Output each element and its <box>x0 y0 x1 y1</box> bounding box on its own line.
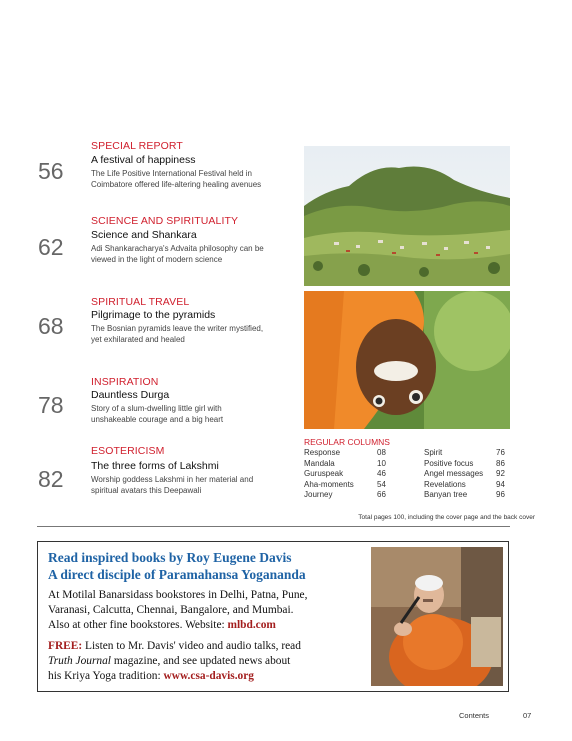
column-page: 66 <box>377 490 386 500</box>
column-page: 10 <box>377 458 386 468</box>
entry-page-number: 56 <box>38 158 64 184</box>
entry-page-number: 78 <box>38 392 64 418</box>
ad-text-fragment: Listen to Mr. Davis' video and audio talks, read <box>82 640 301 652</box>
website-link[interactable]: www.csa-davis.org <box>163 670 254 682</box>
list-item[interactable] <box>304 490 389 501</box>
entry-description-line: yet exhilarated and healed <box>91 335 185 344</box>
speaker-image <box>371 547 503 686</box>
journal-title: Truth Journal <box>48 655 111 667</box>
list-item[interactable] <box>424 469 510 480</box>
ad-headline: Read inspired books by Roy Eugene Davis <box>48 550 292 565</box>
total-pages-note: Total pages 100, including the cover page and the back cover <box>358 514 535 521</box>
section-divider <box>37 526 510 527</box>
column-page: 94 <box>496 479 505 489</box>
regular-columns-heading: REGULAR COLUMNS <box>304 437 390 447</box>
entry-description-line: viewed in the light of modern science <box>91 255 223 264</box>
list-item[interactable] <box>304 448 389 459</box>
list-item[interactable] <box>304 480 389 491</box>
list-item[interactable] <box>304 459 389 470</box>
ad-text-line <box>48 639 358 654</box>
column-name: Mandala <box>304 458 335 468</box>
entry-title: Pilgrimage to the pyramids <box>91 309 216 321</box>
entry-description <box>91 403 291 425</box>
column-name: Guruspeak <box>304 469 344 479</box>
ad-text-line: Varanasi, Calcutta, Chennai, Bangalore, and Mumbai. <box>48 604 294 616</box>
entry-title: The three forms of Lakshmi <box>91 460 219 472</box>
column-name: Banyan tree <box>424 490 468 500</box>
column-name: Journey <box>304 490 333 500</box>
entry-page-number: 82 <box>38 466 64 492</box>
entry-description <box>91 168 291 190</box>
ad-text-fragment: Also at other fine bookstores. Website: <box>48 619 228 631</box>
speaker-photo <box>371 547 503 686</box>
entry-description-line: unshakeable courage and a big heart <box>91 415 224 424</box>
column-name: Response <box>304 448 341 457</box>
list-item[interactable] <box>424 448 510 459</box>
girl-portrait-image <box>304 291 510 429</box>
column-name: Angel messages <box>424 469 484 479</box>
entry-description <box>91 323 291 345</box>
entry-description-line: The Life Positive International Festival held in <box>91 169 252 178</box>
entry-title: Science and Shankara <box>91 229 197 241</box>
footer-page-number: 07 <box>523 711 532 720</box>
ad-subheadline: A direct disciple of Paramahansa Yogananda <box>48 567 306 582</box>
landscape-photo <box>304 146 510 286</box>
column-name: Spirit <box>424 448 443 457</box>
column-page: 76 <box>496 448 505 457</box>
ad-text-line: At Motilal Banarsidass bookstores in Delhi, Patna, Pune, <box>48 589 308 601</box>
column-name: Aha-moments <box>304 479 354 489</box>
list-item[interactable] <box>424 490 510 501</box>
entry-description-line: The Bosnian pyramids leave the writer mystified, <box>91 324 264 333</box>
entry-description <box>91 243 291 265</box>
entry-category: SCIENCE AND SPIRITUALITY <box>91 215 239 227</box>
entry-description-line: Worship goddess Lakshmi in her material and <box>91 475 254 484</box>
list-item[interactable] <box>304 469 389 480</box>
list-item[interactable] <box>424 459 510 470</box>
column-name: Revelations <box>424 479 466 489</box>
entry-description-line: Story of a slum-dwelling little girl with <box>91 404 222 413</box>
entry-category: ESOTERICISM <box>91 445 165 457</box>
entry-description-line: Adi Shankaracharya's Advaita philosophy can be <box>91 244 264 253</box>
column-page: 08 <box>377 448 386 457</box>
regular-columns-right <box>424 448 510 501</box>
entry-category: INSPIRATION <box>91 376 159 388</box>
entry-title: Dauntless Durga <box>91 389 170 401</box>
entry-description <box>91 474 291 496</box>
ad-bookstores-text <box>48 588 358 633</box>
ad-text-fragment: his Kriya Yoga tradition: <box>48 670 164 682</box>
column-page: 96 <box>496 490 505 500</box>
ad-free-text <box>48 639 358 684</box>
entry-category: SPECIAL REPORT <box>91 140 183 152</box>
column-page: 46 <box>377 469 386 479</box>
entry-page-number: 68 <box>38 313 64 339</box>
entry-description-line: Coimbatore offered life-altering healing avenues <box>91 180 262 189</box>
regular-columns-left <box>304 448 389 501</box>
column-name: Positive focus <box>424 458 474 468</box>
entry-page-number: 62 <box>38 234 64 260</box>
entry-title: A festival of happiness <box>91 154 196 166</box>
footer-section-label: Contents <box>459 711 490 720</box>
list-item[interactable] <box>424 480 510 491</box>
ad-text-line <box>48 618 358 633</box>
book-advertisement <box>37 541 509 692</box>
ad-text-fragment: magazine, and see updated news about <box>110 655 291 667</box>
ad-text-line <box>48 654 358 669</box>
column-page: 86 <box>496 458 505 468</box>
landscape-image <box>304 146 510 286</box>
free-label: FREE: <box>48 640 83 652</box>
website-link[interactable]: mlbd.com <box>227 619 276 631</box>
column-page: 92 <box>496 469 505 479</box>
column-page: 54 <box>377 479 386 489</box>
ad-text-line <box>48 669 358 684</box>
girl-portrait-photo <box>304 291 510 429</box>
entry-category: SPIRITUAL TRAVEL <box>91 296 190 308</box>
entry-description-line: spiritual avatars this Deepawali <box>91 486 202 495</box>
